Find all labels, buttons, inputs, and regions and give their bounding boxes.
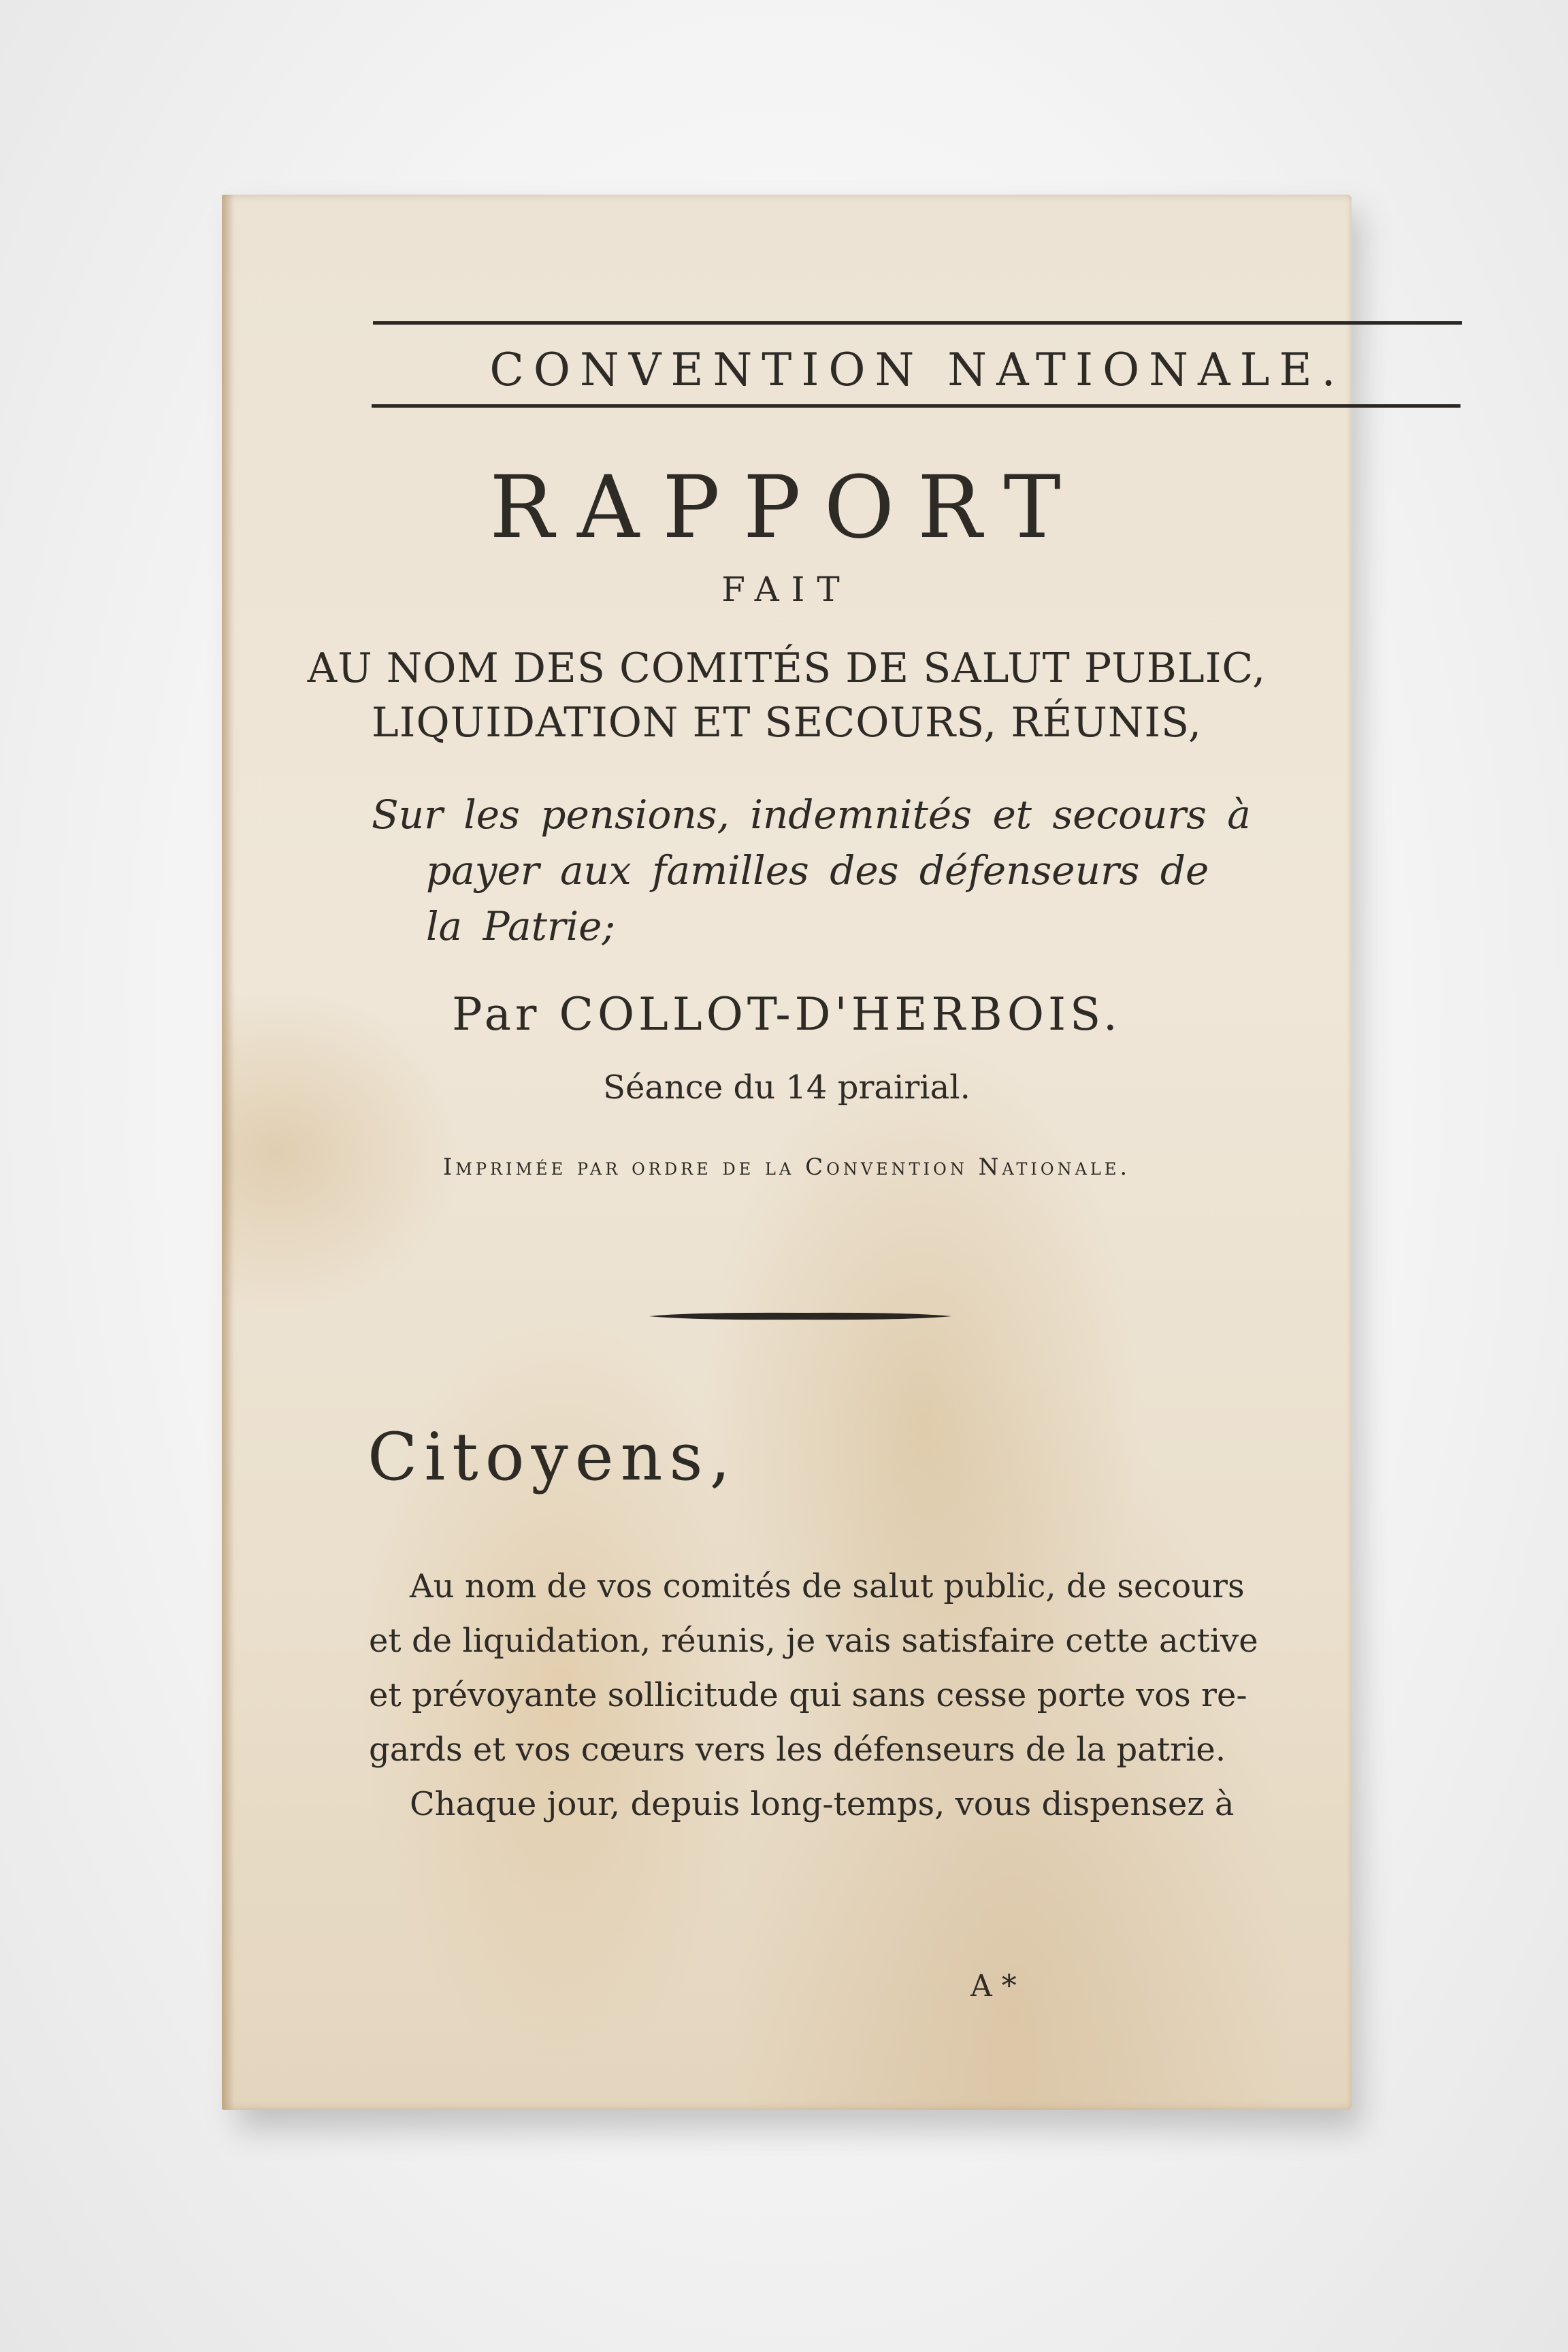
running-head: CONVENTION NATIONALE. (489, 344, 1345, 396)
body-paragraph (369, 1559, 1335, 1831)
salutation: Citoyens, (368, 1419, 738, 1495)
signature-mark: A * (970, 1969, 1017, 2004)
body-line-4: gards et vos cœurs vers les défenseurs de la patrie. (369, 1731, 1226, 1769)
author-line: Par COLLOT-D'HERBOIS. (452, 988, 1122, 1041)
body-line-2: et de liquidation, réunis, je vais satisfaire cette active (369, 1622, 1258, 1660)
printing-notice: Imprimée par ordre de la Convention Nationale. (442, 1154, 1131, 1181)
ornamental-rule (649, 1309, 951, 1323)
committees-heading (222, 641, 1352, 750)
subject-line-3: la Patrie; (426, 903, 616, 949)
seance-date: Séance du 14 prairial. (603, 1068, 970, 1107)
header-top-rule (373, 321, 1462, 325)
subject-line-2: payer aux familles des défenseurs de (426, 847, 1209, 894)
header-bottom-rule (372, 404, 1460, 408)
document-page (222, 195, 1352, 2110)
committees-line-2: LIQUIDATION ET SECOURS, RÉUNIS, (371, 699, 1203, 747)
body-line-1: Au nom de vos comités de salut public, de secours (410, 1567, 1245, 1605)
subject-line-1: Sur les pensions, indemnités et secours à (372, 791, 1251, 838)
body-line-3: et prévoyante sollicitude qui sans cesse porte vos re- (369, 1676, 1247, 1714)
report-title: RAPPORT (489, 457, 1084, 557)
committees-line-1: AU NOM DES COMITÉS DE SALUT PUBLIC, (307, 644, 1267, 692)
report-subject (372, 787, 1284, 954)
body-line-5: Chaque jour, depuis long-temps, vous dispensez à (410, 1785, 1235, 1823)
fait-heading: FAIT (721, 570, 852, 609)
